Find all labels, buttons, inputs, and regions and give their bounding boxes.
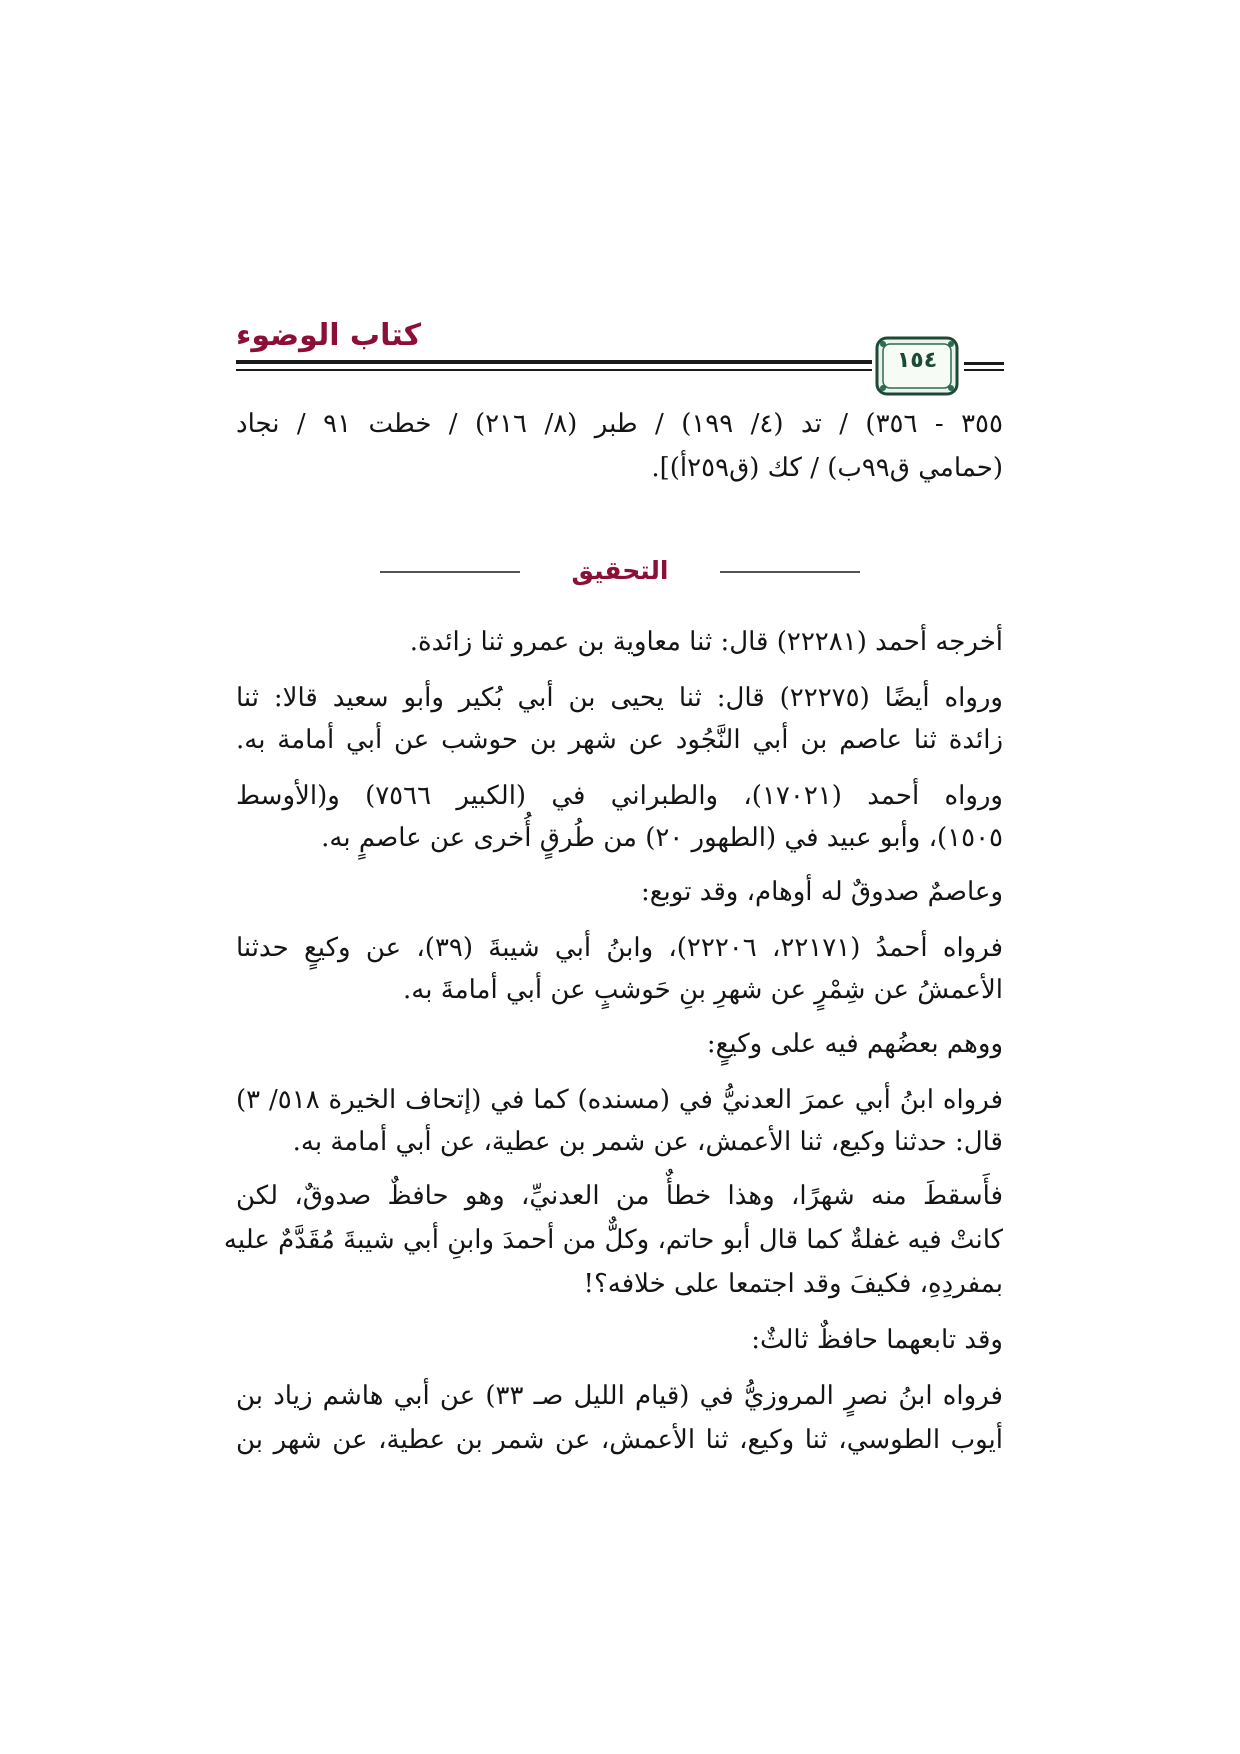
paragraph-4: وعاصمٌ صدوقٌ له أوهام، وقد توبع: [640, 877, 1003, 907]
page-number: ١٥٤ [896, 348, 938, 373]
paragraph-6: ووهم بعضُهم فيه على وكيعٍ: [706, 1029, 1003, 1059]
paragraph-7-line-1: فرواه ابنُ أبي عمرَ العدنيُّ في (مسنده) كما في (إتحاف الخيرة ٥١٨/ ٣) [236, 1085, 1003, 1115]
paragraph-5-line-1: فرواه أحمدُ (٢٢١٧١، ٢٢٢٠٦)، وابنُ أبي شيبةَ (٣٩)، عن وكيعٍ حدثنا [236, 933, 1003, 963]
header-rule-right [964, 362, 1004, 365]
sources-line-2: (حمامي ق٩٩ب) / كك (ق٢٥٩أ)]. [651, 453, 1003, 483]
paragraph-8-line-3: بمفردِهِ، فكيفَ وقد اجتمعا على خلافه؟! [583, 1269, 1003, 1299]
paragraph-5-line-2: الأعمشُ عن شِمْرٍ عن شهرِ بنِ حَوشبٍ عن أبي أمامةَ به. [403, 975, 1003, 1005]
paragraph-3-line-2: ١٥٠٥)، وأبو عبيد في (الطهور ٢٠) من طُرقٍ أُخرى عن عاصمٍ به. [321, 823, 1003, 853]
section-title: التحقيق [520, 552, 720, 590]
sources-line-1: ٣٥٥ - ٣٥٦) / تد (٤/ ١٩٩) / طبر (٨/ ٢١٦) / خطت ٩١ / نجاد [236, 409, 1003, 439]
running-head-book-title: كتاب الوضوء [236, 318, 422, 353]
paragraph-3-line-1: ورواه أحمد (١٧٠٢١)، والطبراني في (الكبير ٧٥٦٦) و(الأوسط [236, 781, 1003, 811]
paragraph-1: أخرجه أحمد (٢٢٢٨١) قال: ثنا معاوية بن عمرو ثنا زائدة. [409, 627, 1003, 657]
paragraph-2-line-1: ورواه أيضًا (٢٢٢٧٥) قال: ثنا يحيى بن أبي بُكير وأبو سعيد قالا: ثنا [236, 683, 1003, 713]
header-rule [236, 360, 872, 364]
header-rule-thin [236, 369, 872, 371]
paragraph-2-line-2: زائدة ثنا عاصم بن أبي النَّجُود عن شهر بن حوشب عن أبي أمامة به. [236, 725, 1003, 755]
paragraph-10-line-2: أيوب الطوسي، ثنا وكيع، ثنا الأعمش، عن شمر بن عطية، عن شهر بن [236, 1425, 1003, 1455]
header-rule-right-thin [964, 369, 1004, 371]
paragraph-7-line-2: قال: حدثنا وكيع، ثنا الأعمش، عن شمر بن عطية، عن أبي أمامة به. [292, 1127, 1003, 1157]
paragraph-8-line-2: كانتْ فيه غفلةٌ كما قال أبو حاتم، وكلٌّ من أحمدَ وابنِ أبي شيبةَ مُقَدَّمٌ عليه [223, 1225, 1003, 1255]
paragraph-9: وقد تابعهما حافظٌ ثالثٌ: [751, 1325, 1003, 1355]
paragraph-8-line-1: فأَسقطَ منه شهرًا، وهذا خطأٌ من العدنيِّ، وهو حافظٌ صدوقٌ، لكن [236, 1181, 1003, 1211]
paragraph-10-line-1: فرواه ابنُ نصرٍ المروزيُّ في (قيام الليل صـ ٣٣) عن أبي هاشم زياد بن [236, 1381, 1003, 1411]
